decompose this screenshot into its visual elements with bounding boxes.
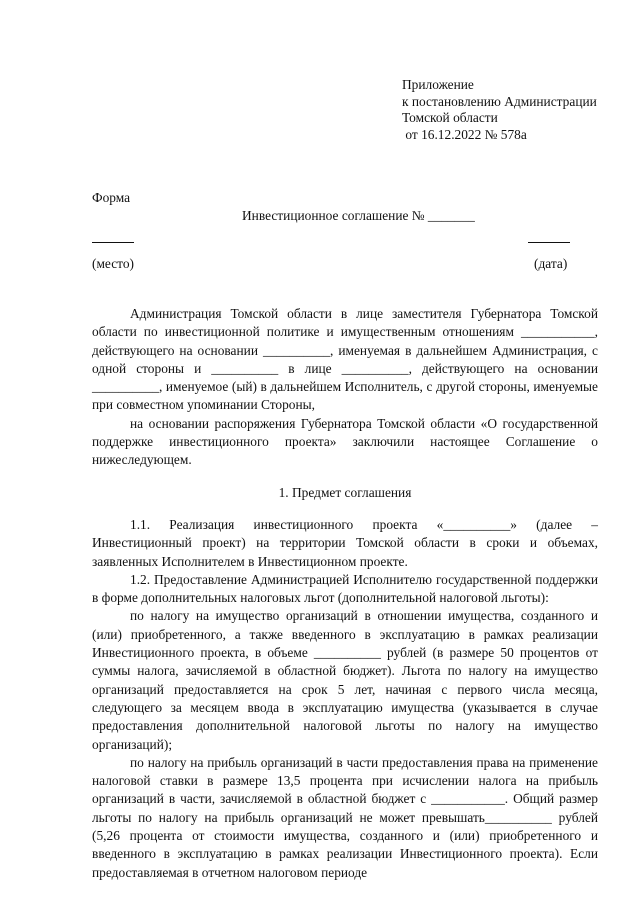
paragraph-profit-tax: по налогу на прибыль организаций в части предоставления права на применение налоговой ставки в размере 13,5 процента при исчислении налога на прибыль организаций в части, зачисляемой в областной бюджет с ___________. Общий размер льготы по налогу на прибыль организаций не может превышать__________ рублей (5,26 процента от стоимости имущества, созданного и (или) приобретенного и введенного в эксплуатацию в рамках реализации Инвестиционного проекта). Если предоставляемая в отчетном налоговом периоде: [92, 754, 598, 880]
form-label: Форма: [92, 190, 131, 205]
paragraph-parties: Администрация Томской области в лице заместителя Губернатора Томской области по инвестиционной политике и имущественным отношениям ___________, действующего на основании __________, именуемая в дальнейшем Администрация, с одной стороны и __________ в лице __________, действующего на основании __________, именуемое (ый) в дальнейшем Исполнитель, с другой стороны, именуемые при совместном упоминании Стороны,: [92, 306, 598, 413]
appendix-line-4: от 16.12.2022 № 578а: [402, 126, 527, 142]
paragraph-basis: на основании распоряжения Губернатора Томской области «О государственной поддержке инвестиционного проекта» заключили настоящее Соглашение о нижеследующем.: [92, 415, 598, 468]
appendix-line-2: к постановлению Администрации: [402, 93, 597, 109]
paragraph-1-1: 1.1. Реализация инвестиционного проекта «__________» (далее – Инвестиционный проект) на территории Томской области в сроки и объемах, заявленных Исполнителем в Инвестиционном проекте.: [92, 516, 598, 569]
appendix-header: [402, 77, 597, 143]
paragraph-1-2: 1.2. Предоставление Администрацией Исполнителю государственной поддержки в форме дополнительных налоговых льгот (дополнительной налоговой льготы):: [92, 571, 598, 606]
appendix-line-3: Томской области: [402, 110, 498, 125]
date-label: (дата): [534, 256, 568, 271]
document-title: Инвестиционное соглашение № _______: [242, 208, 475, 223]
date-blank-line: [528, 242, 570, 243]
place-label: (место): [92, 256, 134, 271]
document-body: [92, 305, 598, 882]
appendix-line-1: Приложение: [402, 77, 474, 92]
section-heading-1: 1. Предмет соглашения: [278, 484, 412, 500]
place-blank-line: [92, 242, 134, 243]
paragraph-property-tax: по налогу на имущество организаций в отношении имущества, созданного и (или) приобретенного, а также введенного в эксплуатацию в рамках реализации Инвестиционного проекта, в объеме __________ рублей (в размере 50 процентов от суммы налога, зачисляемой в областной бюджет). Льгота по налогу на имущество организаций предоставляется на срок 5 лет, начиная с первого числа месяца, следующего за месяцем ввода в эксплуатацию имущества (указывается в случае предоставления дополнительной налоговой льготы по налогу на имущество организаций);: [92, 608, 598, 752]
